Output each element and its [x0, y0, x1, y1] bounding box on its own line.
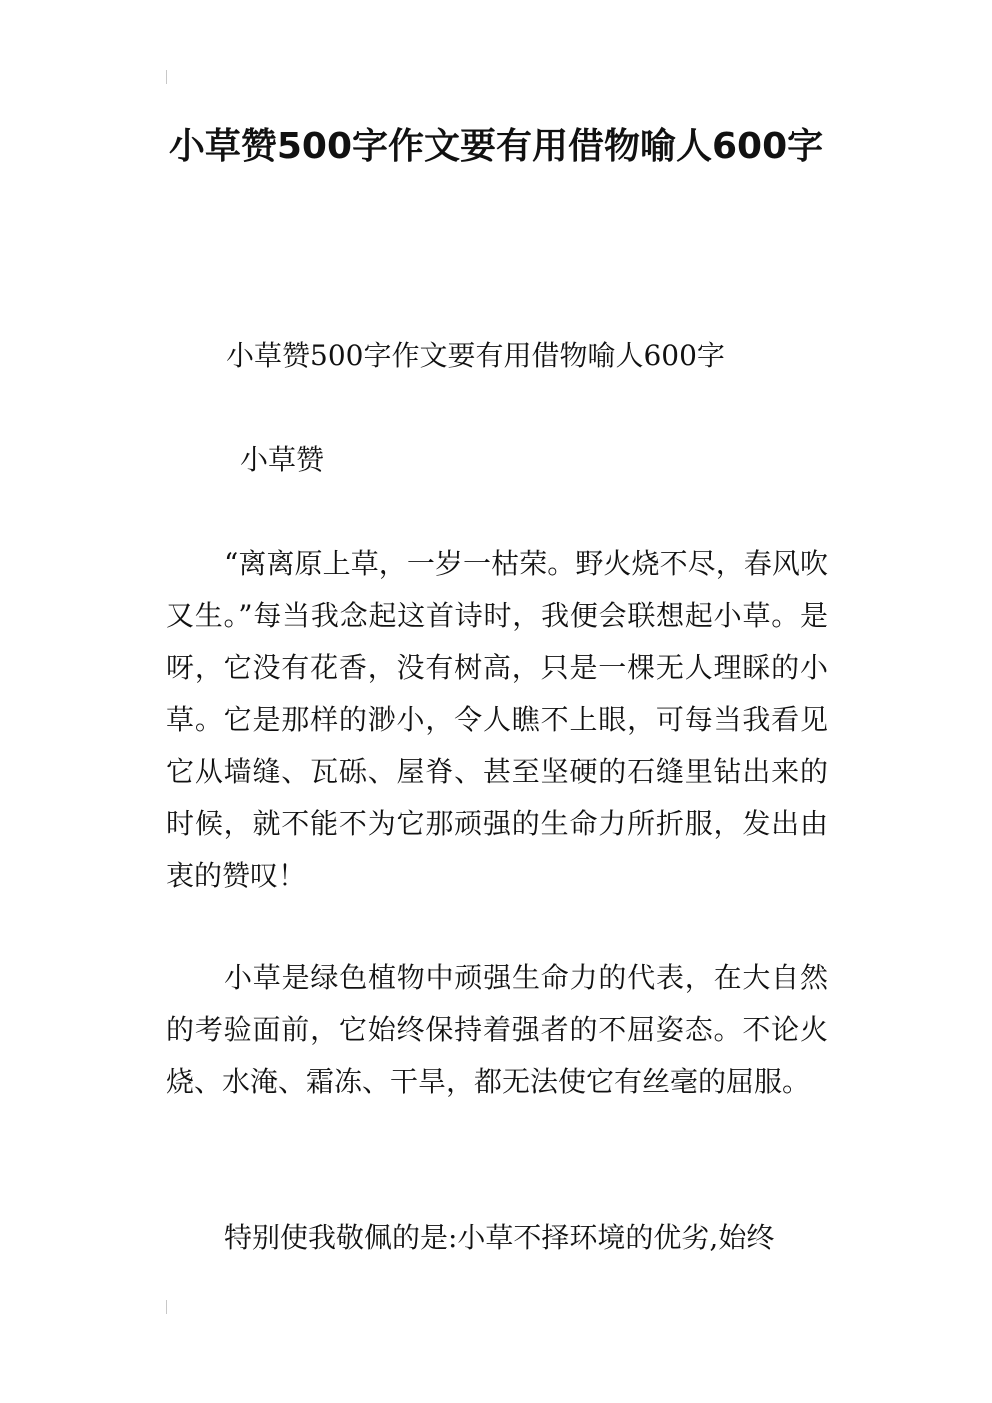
paragraph: “离离原上草，一岁一枯荣。野火烧不尽，春风吹又生。”每当我念起这首诗时，我便会联想起小草。是呀，它没有花香，没有树高，只是一棵无人理睬的小草。它是那样的渺小，令人瞧不上眼，可每当我看见它从墙缝、瓦砾、屋脊、甚至坚硬的石缝里钻出来的时候，就不能不为它那顽强的生命力所折服，发出由衷的赞叹！	[166, 547, 828, 892]
document-subtitle: 小草赞500字作文要有用借物喻人600字	[226, 339, 725, 372]
document-title: 小草赞500字作文要有用借物喻人600字	[168, 126, 824, 167]
paragraph: 特别使我敬佩的是:小草不择环境的优劣,始终	[224, 1221, 775, 1254]
page-corner-mark	[166, 1300, 167, 1314]
essay-title: 小草赞	[240, 443, 325, 476]
page-corner-mark	[166, 70, 167, 84]
paragraph: 小草是绿色植物中顽强生命力的代表，在大自然的考验面前，它始终保持着强者的不屈姿态。不论火烧、水淹、霜冻、干旱，都无法使它有丝毫的屈服。	[166, 961, 828, 1098]
